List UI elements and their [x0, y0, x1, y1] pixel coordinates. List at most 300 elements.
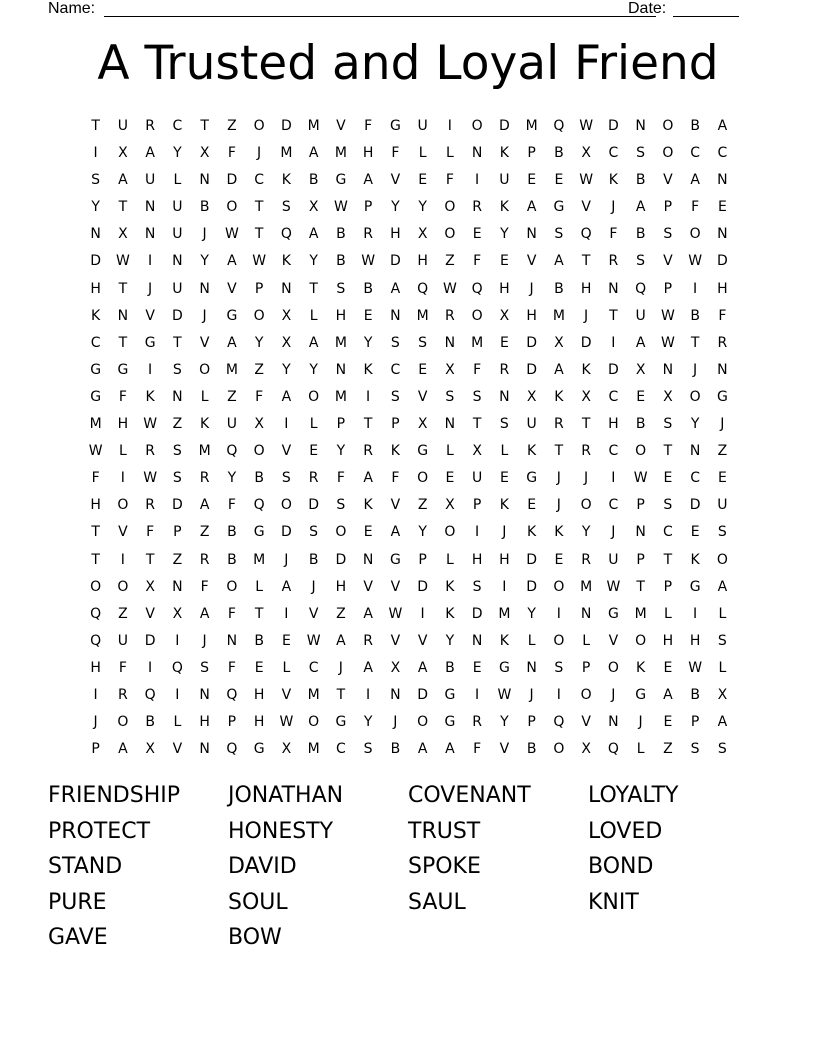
grid-letter: G	[716, 388, 728, 405]
grid-letter: Z	[172, 551, 183, 568]
grid-letter: R	[363, 632, 373, 649]
grid-letter: L	[663, 605, 672, 622]
grid-letter: O	[417, 470, 429, 487]
grid-letter: K	[390, 443, 400, 460]
grid-letter: P	[527, 714, 536, 731]
grid-letter: A	[635, 199, 646, 216]
grid-letter: B	[390, 741, 401, 758]
grid-letter: J	[529, 686, 534, 703]
grid-letter: H	[117, 416, 129, 433]
grid-letter: X	[145, 578, 155, 595]
grid-letter: J	[584, 470, 589, 487]
grid-letter: L	[173, 172, 182, 189]
grid-letter: Y	[173, 145, 182, 162]
grid-letter: B	[635, 416, 646, 433]
grid-letter: P	[472, 497, 482, 514]
grid-letter: N	[717, 361, 728, 378]
grid-letter: O	[90, 578, 102, 595]
grid-letter: T	[254, 199, 264, 216]
grid-letter: E	[254, 659, 264, 676]
grid-letter: R	[145, 497, 155, 514]
grid-letter: X	[663, 388, 673, 405]
grid-letter: F	[118, 388, 127, 405]
grid-letter: G	[607, 605, 619, 622]
grid-letter: W	[143, 470, 158, 487]
grid-letter: G	[389, 118, 401, 134]
grid-letter: N	[390, 686, 401, 703]
grid-letter: W	[497, 686, 512, 703]
grid-letter: H	[689, 632, 701, 649]
grid-letter: X	[281, 307, 292, 324]
grid-letter: K	[445, 605, 455, 622]
grid-letter: O	[662, 118, 674, 134]
grid-letter: P	[227, 714, 237, 731]
grid-letter: X	[526, 388, 537, 405]
grid-letter: B	[554, 145, 564, 162]
grid-letter: B	[526, 741, 537, 758]
grid-letter: F	[691, 199, 700, 216]
grid-letter: B	[690, 307, 700, 324]
grid-letter: O	[553, 578, 565, 595]
grid-letter: J	[556, 497, 561, 514]
grid-letter: F	[609, 226, 618, 243]
word-list-item: STAND	[48, 854, 123, 879]
grid-letter: S	[418, 334, 428, 351]
grid-letter: A	[281, 388, 292, 405]
grid-letter: R	[581, 551, 591, 568]
grid-letter: E	[363, 524, 373, 541]
grid-letter: V	[390, 497, 401, 514]
grid-row	[82, 248, 736, 275]
grid-letter: E	[690, 524, 700, 541]
grid-letter: H	[499, 280, 510, 297]
grid-letter: O	[117, 578, 129, 595]
grid-letter: O	[689, 388, 701, 405]
word-list-item: JONATHAN	[228, 783, 344, 808]
grid-letter: I	[120, 551, 125, 568]
grid-letter: J	[257, 145, 262, 162]
grid-letter: L	[500, 443, 509, 460]
grid-letter: Q	[471, 280, 483, 297]
grid-letter: T	[690, 334, 700, 351]
grid-letter: R	[363, 226, 373, 243]
word-list-item: SPOKE	[408, 854, 481, 879]
grid-letter: X	[445, 497, 455, 514]
grid-letter: E	[445, 470, 455, 487]
grid-letter: O	[662, 145, 674, 162]
grid-letter: M	[498, 605, 511, 622]
grid-letter: E	[717, 470, 727, 487]
grid-letter: Q	[607, 741, 619, 758]
grid-letter: Y	[309, 253, 318, 270]
grid-letter: O	[117, 714, 129, 731]
grid-letter: K	[554, 388, 564, 405]
grid-letter: S	[336, 497, 346, 514]
grid-letter: D	[526, 361, 538, 378]
grid-letter: A	[526, 199, 537, 216]
grid-letter: P	[391, 416, 400, 433]
grid-letter: B	[254, 470, 264, 487]
grid-row	[82, 601, 736, 628]
grid-letter: W	[442, 280, 457, 297]
grid-letter: E	[472, 226, 482, 243]
grid-letter: W	[279, 714, 294, 731]
grid-letter: H	[253, 714, 265, 731]
grid-letter: H	[199, 714, 210, 731]
grid-letter: D	[417, 686, 429, 703]
grid-letter: S	[390, 334, 400, 351]
grid-letter: I	[175, 632, 180, 649]
grid-letter: U	[117, 632, 128, 649]
grid-letter: G	[417, 443, 429, 460]
grid-letter: I	[475, 172, 480, 189]
grid-letter: A	[363, 659, 373, 676]
grid-row	[82, 655, 736, 682]
grid-row	[82, 303, 736, 330]
letter-grid	[82, 113, 736, 763]
grid-letter: X	[472, 443, 482, 460]
grid-letter: L	[309, 416, 318, 433]
grid-letter: F	[391, 470, 400, 487]
name-blank-line	[104, 16, 656, 17]
grid-letter: Z	[254, 361, 264, 378]
grid-letter: A	[281, 578, 292, 595]
grid-letter: R	[581, 443, 591, 460]
grid-letter: O	[226, 578, 238, 595]
grid-letter: X	[145, 741, 155, 758]
grid-letter: J	[93, 714, 98, 731]
grid-letter: I	[475, 524, 480, 541]
grid-letter: E	[309, 443, 319, 460]
grid-letter: O	[199, 361, 211, 378]
grid-letter: W	[660, 334, 675, 351]
grid-letter: A	[308, 145, 319, 162]
grid-letter: B	[145, 714, 155, 731]
grid-letter: V	[363, 578, 373, 595]
grid-letter: P	[336, 416, 346, 433]
grid-letter: C	[690, 145, 701, 162]
grid-letter: F	[91, 470, 100, 487]
grid-letter: I	[693, 605, 698, 622]
grid-letter: A	[199, 605, 210, 622]
grid-letter: X	[254, 416, 264, 433]
grid-letter: N	[717, 226, 728, 243]
grid-letter: B	[227, 551, 237, 568]
grid-letter: C	[335, 741, 346, 758]
grid-letter: Y	[282, 361, 291, 378]
grid-letter: J	[338, 659, 343, 676]
grid-letter: Y	[500, 226, 509, 243]
grid-letter: S	[200, 659, 210, 676]
grid-letter: W	[388, 605, 403, 622]
grid-letter: D	[471, 605, 483, 622]
grid-letter: Q	[635, 280, 647, 297]
grid-letter: Z	[199, 524, 210, 541]
grid-letter: M	[334, 145, 347, 162]
grid-letter: D	[389, 253, 401, 270]
grid-row	[82, 574, 736, 601]
grid-letter: J	[502, 524, 507, 541]
grid-letter: O	[253, 118, 265, 134]
grid-letter: S	[390, 388, 400, 405]
grid-letter: J	[148, 280, 153, 297]
grid-letter: J	[393, 714, 398, 731]
grid-letter: D	[716, 253, 728, 270]
grid-letter: V	[281, 686, 292, 703]
grid-letter: O	[716, 551, 728, 568]
grid-row	[82, 221, 736, 248]
grid-letter: H	[253, 686, 265, 703]
grid-letter: A	[145, 145, 155, 162]
grid-letter: T	[91, 551, 100, 568]
grid-letter: G	[553, 199, 565, 216]
grid-row	[82, 194, 736, 221]
grid-letter: T	[336, 686, 346, 703]
grid-letter: B	[336, 226, 346, 243]
grid-row	[82, 113, 736, 140]
grid-letter: R	[472, 714, 482, 731]
grid-letter: Y	[363, 334, 373, 351]
grid-letter: V	[336, 118, 346, 134]
grid-letter: P	[363, 199, 373, 216]
grid-letter: Q	[553, 118, 565, 134]
grid-letter: X	[118, 145, 128, 162]
grid-letter: J	[693, 361, 698, 378]
grid-letter: S	[91, 172, 101, 189]
grid-letter: C	[662, 524, 673, 541]
grid-letter: N	[335, 361, 347, 378]
grid-letter: R	[608, 253, 619, 270]
grid-letter: S	[172, 470, 182, 487]
grid-letter: O	[253, 307, 265, 324]
grid-letter: G	[117, 361, 129, 378]
grid-letter: M	[198, 443, 211, 460]
grid-letter: J	[284, 551, 289, 568]
grid-letter: A	[336, 632, 346, 649]
grid-letter: V	[663, 172, 673, 189]
grid-letter: N	[199, 686, 210, 703]
grid-letter: F	[336, 470, 345, 487]
grid-letter: A	[445, 741, 455, 758]
grid-letter: S	[717, 524, 727, 541]
grid-letter: X	[581, 388, 591, 405]
word-list-item: GAVE	[48, 925, 108, 950]
grid-letter: C	[608, 497, 619, 514]
grid-row	[82, 492, 736, 519]
grid-letter: V	[145, 307, 155, 324]
grid-letter: Y	[418, 199, 427, 216]
grid-letter: N	[362, 551, 374, 568]
grid-letter: S	[172, 361, 182, 378]
grid-letter: V	[608, 632, 619, 649]
grid-letter: H	[608, 416, 619, 433]
grid-letter: W	[579, 172, 594, 189]
grid-letter: K	[499, 199, 509, 216]
grid-letter: Y	[336, 443, 346, 460]
grid-letter: F	[473, 253, 482, 270]
grid-letter: E	[472, 659, 482, 676]
grid-letter: K	[91, 307, 101, 324]
grid-letter: F	[227, 497, 236, 514]
grid-letter: L	[173, 714, 182, 731]
grid-letter: A	[390, 524, 401, 541]
grid-letter: E	[663, 714, 673, 731]
grid-row	[82, 384, 736, 411]
grid-row	[82, 330, 736, 357]
grid-letter: H	[526, 307, 537, 324]
grid-letter: V	[417, 388, 428, 405]
grid-letter: U	[472, 470, 483, 487]
grid-letter: N	[499, 388, 510, 405]
grid-letter: K	[499, 632, 509, 649]
grid-letter: G	[253, 741, 265, 758]
grid-letter: K	[499, 497, 509, 514]
grid-letter: K	[636, 659, 646, 676]
grid-letter: X	[390, 659, 401, 676]
grid-letter: E	[499, 334, 509, 351]
grid-letter: H	[471, 551, 483, 568]
grid-letter: Y	[500, 714, 509, 731]
grid-letter: K	[581, 361, 591, 378]
grid-letter: T	[200, 118, 209, 134]
grid-letter: I	[366, 686, 371, 703]
grid-letter: E	[717, 199, 727, 216]
grid-letter: S	[717, 741, 727, 758]
grid-letter: S	[663, 416, 673, 433]
grid-letter: G	[526, 470, 538, 487]
grid-letter: Y	[309, 361, 318, 378]
grid-letter: X	[199, 145, 210, 162]
grid-letter: T	[554, 443, 564, 460]
grid-letter: N	[471, 145, 483, 162]
grid-letter: X	[717, 686, 728, 703]
grid-letter: Q	[280, 226, 292, 243]
grid-letter: V	[390, 172, 401, 189]
grid-letter: A	[363, 172, 373, 189]
grid-letter: T	[118, 199, 128, 216]
grid-letter: R	[145, 443, 155, 460]
grid-letter: I	[556, 605, 561, 622]
grid-letter: K	[554, 524, 564, 541]
grid-letter: S	[363, 741, 373, 758]
grid-letter: L	[582, 632, 591, 649]
grid-letter: G	[226, 307, 238, 324]
grid-letter: O	[308, 388, 320, 405]
grid-letter: S	[499, 416, 509, 433]
grid-letter: M	[525, 118, 538, 134]
grid-letter: C	[608, 443, 619, 460]
grid-letter: O	[607, 659, 619, 676]
grid-letter: X	[118, 226, 128, 243]
grid-letter: B	[690, 118, 700, 134]
grid-letter: O	[580, 686, 592, 703]
grid-letter: C	[254, 172, 265, 189]
grid-letter: R	[118, 686, 128, 703]
grid-letter: J	[202, 226, 207, 243]
grid-letter: O	[117, 497, 129, 514]
grid-letter: R	[472, 199, 482, 216]
grid-letter: A	[227, 334, 237, 351]
grid-row	[82, 709, 736, 736]
grid-letter: J	[611, 686, 616, 703]
grid-letter: S	[281, 470, 291, 487]
word-list-item: COVENANT	[408, 783, 531, 808]
grid-letter: R	[199, 551, 210, 568]
grid-row	[82, 276, 736, 303]
grid-letter: N	[444, 334, 456, 351]
grid-letter: N	[90, 226, 101, 243]
grid-letter: O	[444, 226, 456, 243]
grid-letter: L	[636, 741, 645, 758]
grid-letter: Q	[171, 659, 183, 676]
grid-letter: A	[308, 226, 319, 243]
grid-row	[82, 167, 736, 194]
grid-letter: L	[200, 388, 209, 405]
grid-letter: W	[224, 226, 239, 243]
grid-letter: A	[690, 172, 700, 189]
grid-letter: E	[527, 172, 537, 189]
grid-letter: R	[499, 361, 510, 378]
grid-letter: K	[363, 497, 373, 514]
grid-letter: L	[418, 145, 427, 162]
grid-letter: U	[717, 497, 728, 514]
grid-letter: K	[145, 388, 155, 405]
grid-letter: R	[363, 443, 373, 460]
grid-letter: E	[418, 172, 428, 189]
grid-letter: T	[145, 551, 155, 568]
grid-letter: O	[635, 632, 647, 649]
grid-letter: N	[226, 632, 238, 649]
grid-letter: D	[498, 118, 510, 134]
grid-letter: E	[418, 361, 428, 378]
grid-letter: A	[717, 714, 728, 731]
grid-letter: E	[499, 253, 509, 270]
grid-letter: T	[118, 334, 128, 351]
grid-letter: U	[417, 118, 428, 134]
grid-letter: G	[253, 524, 265, 541]
grid-letter: X	[281, 741, 292, 758]
grid-letter: C	[172, 118, 183, 134]
grid-letter: G	[689, 578, 701, 595]
grid-letter: I	[502, 578, 507, 595]
grid-letter: X	[635, 361, 646, 378]
grid-letter: L	[309, 307, 318, 324]
grid-letter: S	[554, 659, 564, 676]
grid-letter: F	[473, 361, 482, 378]
grid-letter: X	[308, 199, 319, 216]
grid-letter: O	[635, 443, 647, 460]
grid-letter: X	[445, 361, 455, 378]
grid-letter: I	[475, 686, 480, 703]
grid-letter: K	[690, 551, 700, 568]
grid-letter: A	[554, 253, 564, 270]
grid-letter: N	[526, 226, 537, 243]
grid-letter: S	[636, 145, 646, 162]
grid-letter: W	[333, 199, 348, 216]
grid-letter: G	[389, 551, 401, 568]
grid-letter: B	[554, 280, 564, 297]
grid-letter: F	[391, 145, 400, 162]
grid-letter: K	[445, 578, 455, 595]
grid-letter: W	[688, 659, 703, 676]
grid-letter: S	[636, 253, 646, 270]
grid-letter: H	[499, 551, 510, 568]
grid-letter: T	[173, 334, 182, 351]
grid-letter: L	[445, 443, 454, 460]
grid-letter: Y	[391, 199, 400, 216]
grid-letter: G	[444, 714, 456, 731]
grid-letter: X	[581, 741, 591, 758]
